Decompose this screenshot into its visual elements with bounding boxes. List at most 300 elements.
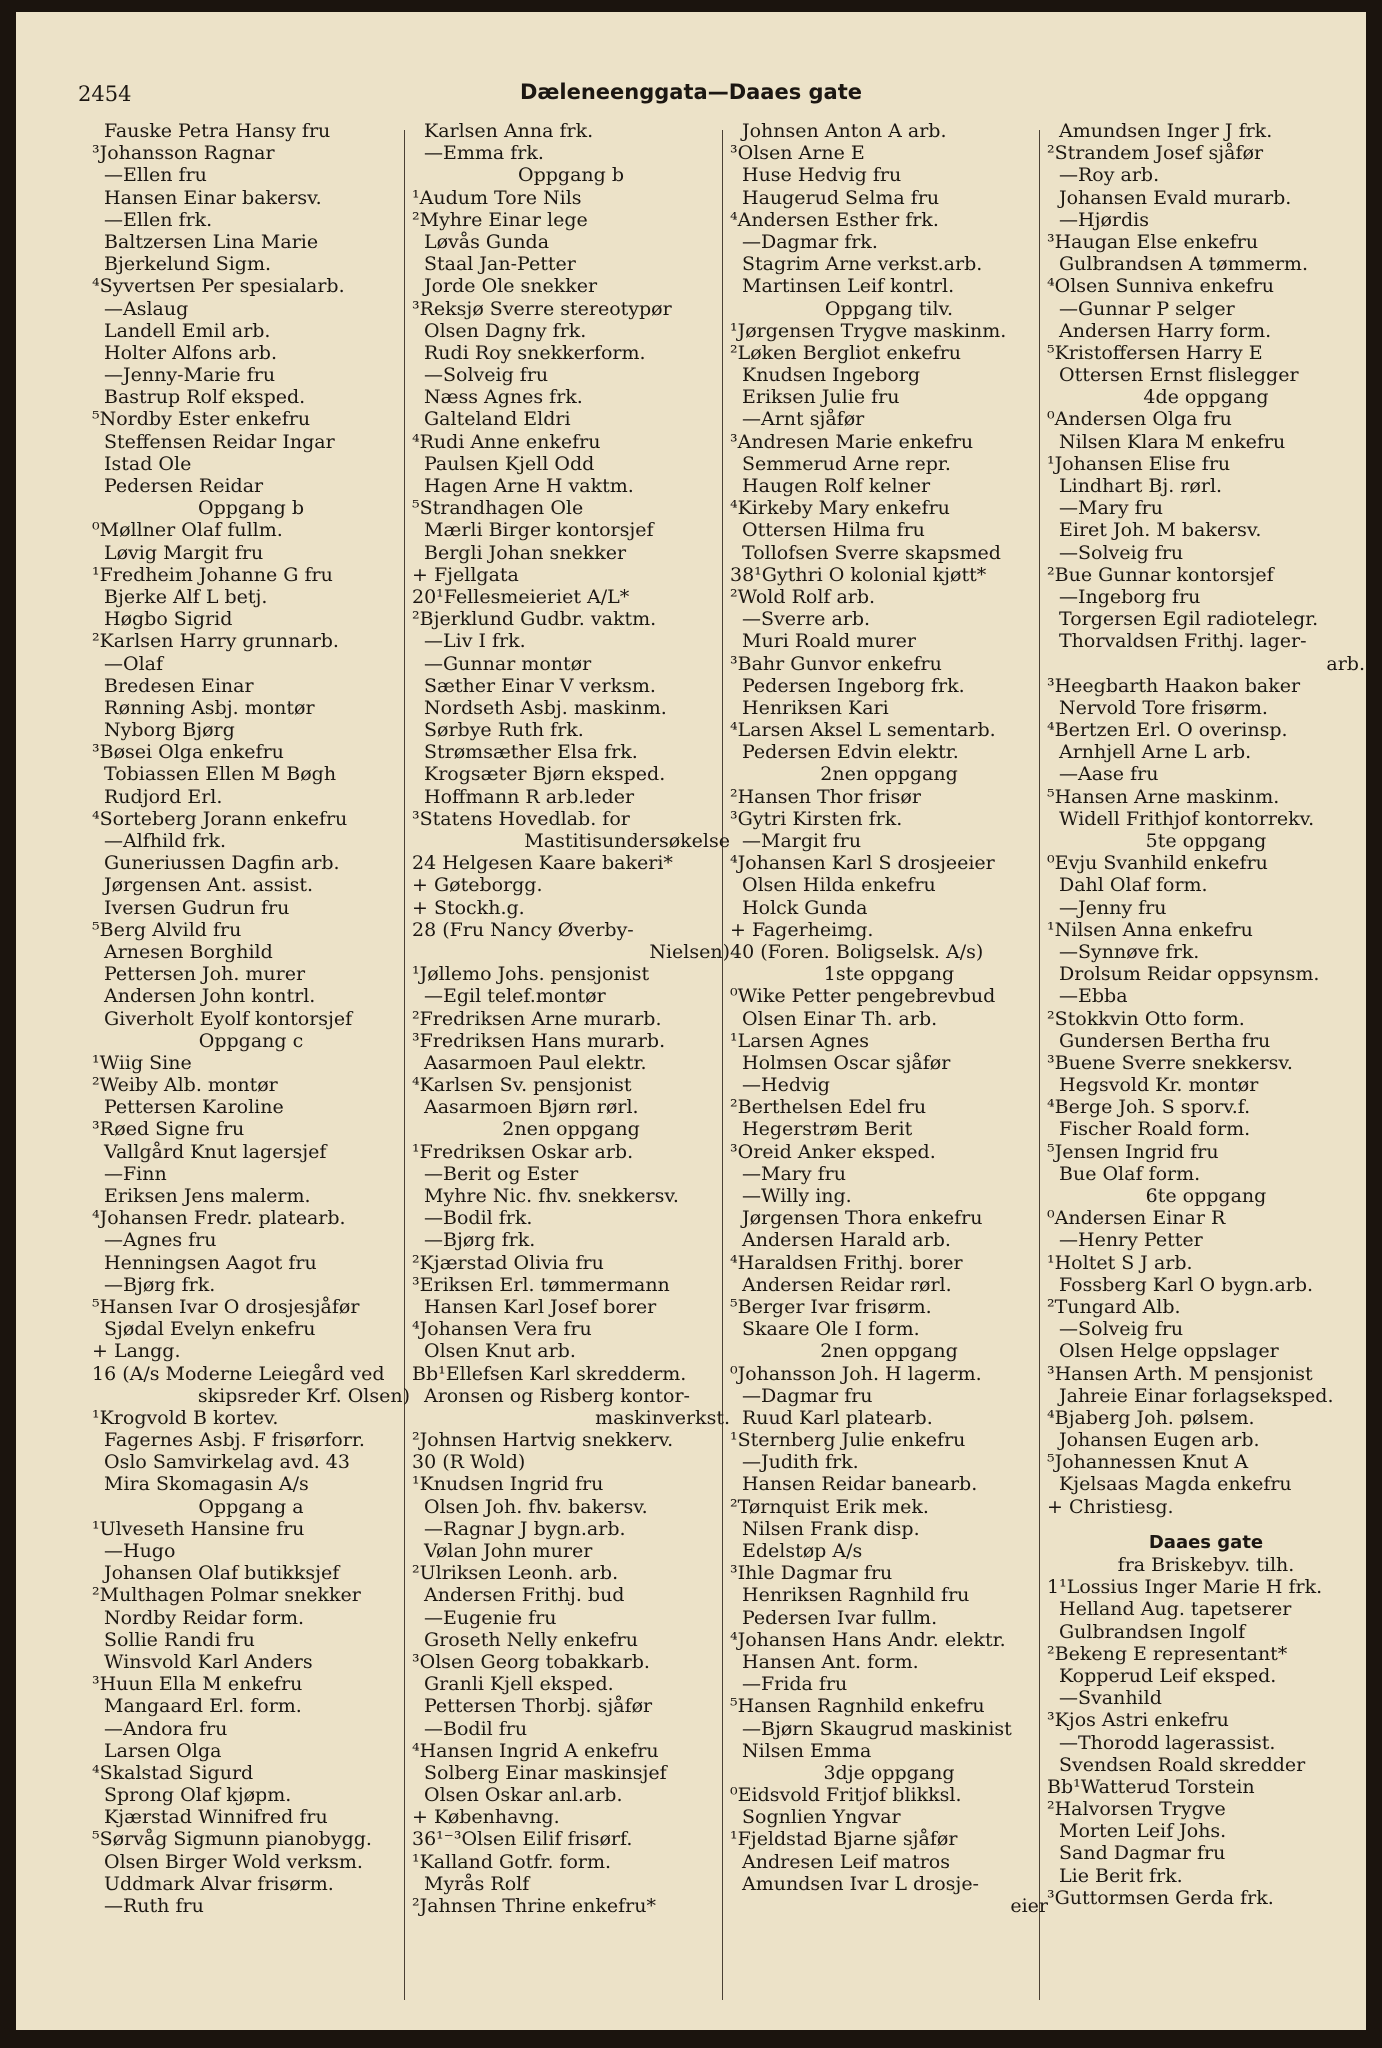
directory-entry: Groseth Nelly enkefru bbox=[424, 1628, 638, 1651]
directory-entry: Jørgensen Thora enkefru bbox=[742, 1207, 983, 1230]
section-heading: 4de oppgang bbox=[1143, 386, 1269, 409]
directory-entry: Eiret Joh. M bakersv. bbox=[1059, 519, 1262, 542]
directory-entry: Ottersen Ernst flislegger bbox=[1059, 364, 1299, 387]
directory-entry: Landell Emil arb. bbox=[104, 319, 271, 342]
directory-entry: ⁵Berger Ivar frisørm. bbox=[730, 1295, 932, 1318]
directory-entry: ³Oreid Anker eksped. bbox=[730, 1140, 936, 1163]
directory-entry: ⁴Kirkeby Mary enkefru bbox=[730, 497, 950, 520]
directory-entry: Oslo Samvirkelag avd. 43 bbox=[104, 1451, 350, 1474]
directory-entry: —Mary fru bbox=[1059, 497, 1163, 520]
directory-entry: + Stockh.g. bbox=[412, 896, 525, 919]
directory-entry: ²Berthelsen Edel fru bbox=[730, 1096, 927, 1119]
directory-entry: Svendsen Roald skredder bbox=[1059, 1753, 1306, 1776]
directory-entry: ⁴Andersen Esther frk. bbox=[730, 208, 939, 231]
directory-entry: —Mary fru bbox=[742, 1162, 846, 1185]
directory-entry: Semmerud Arne repr. bbox=[742, 452, 951, 475]
directory-entry: ¹Knudsen Ingrid fru bbox=[412, 1473, 604, 1496]
directory-entry: Edelstøp A/s bbox=[742, 1540, 863, 1562]
directory-entry: Stagrim Arne verkst.arb. bbox=[742, 253, 983, 276]
directory-entry: —Ingeborg fru bbox=[1059, 585, 1201, 608]
directory-entry: ¹Krogvold B kortev. bbox=[92, 1406, 279, 1429]
directory-entry: ⁴Hansen Ingrid A enkefru bbox=[412, 1739, 659, 1762]
directory-entry: Andersen John kontrl. bbox=[104, 985, 316, 1008]
directory-entry: Fischer Roald form. bbox=[1059, 1118, 1251, 1141]
directory-entry: —Dagmar frk. bbox=[742, 230, 878, 253]
section-heading: Oppgang a bbox=[198, 1495, 304, 1518]
directory-entry: ¹Fjeldstad Bjarne sjåfør bbox=[730, 1828, 958, 1851]
directory-entry: skipsreder Krf. Olsen) bbox=[197, 1384, 410, 1407]
directory-entry: Jørgensen Ant. assist. bbox=[104, 874, 314, 897]
column-3 bbox=[730, 120, 1048, 1917]
directory-entry: Giverholt Eyolf kontorsjef bbox=[104, 1007, 353, 1030]
directory-entry: Drolsum Reidar oppsynsm. bbox=[1059, 963, 1320, 986]
directory-entry: 40 (Foren. Boligselsk. A/s) bbox=[730, 940, 984, 963]
directory-entry: Løvås Gunda bbox=[424, 230, 550, 253]
directory-entry: Gulbrandsen Ingolf bbox=[1059, 1620, 1246, 1643]
directory-entry: ³Kjos Astri enkefru bbox=[1047, 1709, 1229, 1732]
directory-entry: ²Ulriksen Leonh. arb. bbox=[412, 1562, 619, 1585]
directory-entry: ²Kjærstad Olivia fru bbox=[412, 1251, 604, 1274]
directory-entry: Fagernes Asbj. F frisørforr. bbox=[104, 1429, 365, 1452]
directory-entry: Olsen Einar Th. arb. bbox=[742, 1007, 938, 1030]
directory-entry: Pettersen Joh. murer bbox=[104, 963, 306, 986]
section-heading: 2nen oppgang bbox=[820, 1340, 958, 1363]
directory-entry: Nilsen Frank disp. bbox=[742, 1517, 920, 1540]
directory-entry: ⁴Bjaberg Joh. pølsem. bbox=[1047, 1406, 1255, 1429]
directory-entry: Bastrup Rolf eksped. bbox=[104, 386, 306, 409]
directory-entry: Haugerud Selma fru bbox=[742, 186, 940, 209]
directory-entry: ⁴Olsen Sunniva enkefru bbox=[1047, 275, 1275, 298]
directory-entry: Amundsen Ivar L drosje- bbox=[742, 1872, 979, 1895]
section-heading: Oppgang c bbox=[198, 1029, 304, 1052]
directory-entry: Andersen Reidar rørl. bbox=[742, 1273, 952, 1296]
directory-entry: ²Wold Rolf arb. bbox=[730, 585, 876, 608]
directory-entry: Henningsen Aagot fru bbox=[104, 1251, 317, 1274]
directory-entry: Eriksen Julie fru bbox=[742, 386, 900, 409]
directory-entry: Nordseth Asbj. maskinm. bbox=[424, 696, 667, 719]
directory-entry: ³Gytri Kirsten frk. bbox=[730, 807, 903, 830]
directory-entry: ⁵Hansen Ivar O drosjesjåfør bbox=[92, 1295, 360, 1318]
directory-entry: Sæther Einar V verksm. bbox=[424, 674, 656, 697]
directory-entry: Andersen Harald arb. bbox=[742, 1229, 951, 1252]
directory-entry: Løvig Margit fru bbox=[104, 541, 264, 564]
directory-entry: ¹Audum Tore Nils bbox=[412, 186, 582, 209]
directory-entry: —Finn bbox=[104, 1162, 167, 1185]
directory-entry: ³Ihle Dagmar fru bbox=[730, 1562, 893, 1585]
directory-entry: —Bodil frk. bbox=[424, 1207, 533, 1230]
directory-entry: —Solveig fru bbox=[1059, 541, 1184, 564]
directory-entry: Martinsen Leif kontrl. bbox=[742, 275, 955, 298]
directory-entry: Pedersen Edvin elektr. bbox=[742, 741, 959, 764]
directory-entry: ⁴Johansen Hans Andr. elektr. bbox=[730, 1628, 1006, 1651]
directory-entry: ³Olsen Arne E bbox=[730, 142, 865, 165]
directory-entry: + Langg. bbox=[92, 1340, 181, 1363]
section-heading: Oppgang tilv. bbox=[824, 297, 954, 320]
directory-entry: ⁴Rudi Anne enkefru bbox=[412, 430, 601, 453]
directory-entry: Bredesen Einar bbox=[104, 674, 254, 697]
directory-entry: Vølan John murer bbox=[424, 1540, 593, 1562]
directory-entry: Mangaard Erl. form. bbox=[104, 1695, 302, 1718]
section-heading: 2nen oppgang bbox=[820, 763, 958, 786]
directory-entry: Holmsen Oscar sjåfør bbox=[742, 1051, 951, 1074]
directory-entry: Hegsvold Kr. montør bbox=[1059, 1074, 1259, 1097]
directory-entry: ⁰Evju Svanhild enkefru bbox=[1047, 852, 1268, 875]
directory-entry: Galteland Eldri bbox=[424, 408, 571, 431]
directory-entry: ⁴Berge Joh. S sporv.f. bbox=[1047, 1096, 1251, 1119]
directory-entry: Johnsen Anton A arb. bbox=[742, 120, 947, 142]
directory-entry: Hansen Reidar banearb. bbox=[742, 1473, 978, 1496]
directory-entry: —Jenny fru bbox=[1059, 896, 1167, 919]
directory-entry: ²Løken Bergliot enkefru bbox=[730, 341, 962, 364]
directory-entry: Granli Kjell eksped. bbox=[424, 1673, 614, 1696]
directory-entry: ²Bue Gunnar kontorsjef bbox=[1047, 563, 1274, 586]
directory-entry: Nielsen) bbox=[649, 940, 730, 963]
directory-entry: Pedersen Ivar fullm. bbox=[742, 1606, 938, 1629]
section-heading: Oppgang b bbox=[198, 497, 304, 520]
directory-entry: ³Statens Hovedlab. for bbox=[412, 807, 630, 830]
column-2 bbox=[412, 120, 730, 1917]
directory-entry: ³Andresen Marie enkefru bbox=[730, 430, 974, 453]
directory-entry: Sørbye Ruth frk. bbox=[424, 719, 584, 742]
directory-entry: Paulsen Kjell Odd bbox=[424, 452, 595, 475]
section-heading: 3dje oppgang bbox=[823, 1761, 955, 1784]
directory-entry: Bue Olaf form. bbox=[1059, 1162, 1201, 1185]
directory-entry: ²Hansen Thor frisør bbox=[730, 785, 921, 808]
directory-entry: Nilsen Klara M enkefru bbox=[1059, 430, 1286, 453]
directory-entry: Rudjord Erl. bbox=[104, 785, 223, 808]
directory-entry: —Aase fru bbox=[1059, 763, 1159, 786]
directory-entry: Pettersen Thorbj. sjåfør bbox=[424, 1695, 653, 1718]
directory-entry: Bjerkelund Sigm. bbox=[104, 253, 272, 276]
directory-entry: + Fagerheimg. bbox=[730, 918, 874, 941]
directory-entry: Muri Roald murer bbox=[742, 630, 916, 653]
directory-entry: ²Tungard Alb. bbox=[1047, 1295, 1181, 1318]
directory-entry: Jahreie Einar forlagseksped. bbox=[1059, 1384, 1334, 1407]
directory-entry: Høgbo Sigrid bbox=[104, 608, 233, 631]
directory-entry: ⁰Møllner Olaf fullm. bbox=[92, 519, 283, 542]
directory-entry: ²Halvorsen Trygve bbox=[1047, 1798, 1226, 1821]
directory-entry: Krogsæter Bjørn eksped. bbox=[424, 763, 666, 786]
directory-entry: ⁴Larsen Aksel L sementarb. bbox=[730, 719, 996, 742]
directory-entry: ³Røed Signe fru bbox=[92, 1118, 245, 1141]
directory-entry: Arnhjell Arne L arb. bbox=[1059, 741, 1252, 764]
directory-entry: Dahl Olaf form. bbox=[1059, 874, 1208, 897]
directory-entry: ¹Larsen Agnes bbox=[730, 1029, 870, 1052]
directory-entry: ⁴Johansen Vera fru bbox=[412, 1318, 592, 1341]
directory-entry: —Judith frk. bbox=[742, 1451, 859, 1474]
directory-entry: ⁴Skalstad Sigurd bbox=[92, 1761, 254, 1784]
directory-entry: 20¹Fellesmeieriet A/L* bbox=[412, 585, 630, 608]
directory-entry: 36¹⁻³Olsen Eilif frisørf. bbox=[412, 1828, 633, 1851]
directory-entry: Karlsen Anna frk. bbox=[424, 120, 594, 142]
directory-entry: ¹Jøllemo Johs. pensjonist bbox=[412, 963, 650, 986]
directory-entry: —Ruth fru bbox=[104, 1895, 204, 1917]
directory-entry: Johansen Evald murarb. bbox=[1059, 186, 1292, 209]
directory-entry: ⁴Haraldsen Frithj. borer bbox=[730, 1251, 963, 1274]
section-heading: 1ste oppgang bbox=[823, 963, 955, 986]
directory-entry: Myrås Rolf bbox=[424, 1872, 530, 1895]
directory-entry: Knudsen Ingeborg bbox=[742, 364, 921, 387]
directory-entry: ⁵Nordby Ester enkefru bbox=[92, 408, 311, 431]
directory-entry: —Solveig fru bbox=[424, 364, 549, 387]
directory-entry: —Ebba bbox=[1059, 985, 1128, 1008]
directory-entry: —Ellen fru bbox=[104, 164, 207, 187]
directory-entry: —Agnes fru bbox=[104, 1229, 217, 1252]
directory-entry: Andresen Leif matros bbox=[742, 1850, 950, 1873]
directory-entry: Sand Dagmar fru bbox=[1059, 1842, 1226, 1865]
directory-entry: ³Bahr Gunvor enkefru bbox=[730, 652, 942, 675]
directory-entry: + Christiesg. bbox=[1047, 1495, 1174, 1518]
directory-entry: Widell Frithjof kontorrekv. bbox=[1059, 807, 1315, 830]
directory-entry: Iversen Gudrun fru bbox=[104, 896, 290, 919]
directory-entry: Gulbrandsen A tømmerm. bbox=[1059, 253, 1308, 276]
directory-entry: Uddmark Alvar frisørm. bbox=[104, 1872, 334, 1895]
directory-entry: ³Bøsei Olga enkefru bbox=[92, 741, 284, 764]
directory-entry: ⁰Wike Petter pengebrevbud bbox=[730, 985, 996, 1008]
directory-entry: ³Fredriksen Hans murarb. bbox=[412, 1029, 666, 1052]
directory-entry: ²Bekeng E representant* bbox=[1047, 1642, 1288, 1665]
directory-entry: ⁴Johansen Karl S drosjeeier bbox=[730, 852, 995, 875]
directory-entry: —Svanhild bbox=[1059, 1687, 1162, 1710]
directory-entry: Hansen Ant. form. bbox=[742, 1650, 919, 1673]
directory-entry: Bb¹Watterud Torstein bbox=[1047, 1775, 1255, 1798]
directory-entry: ⁴Bertzen Erl. O overinsp. bbox=[1047, 719, 1288, 742]
directory-entry: eier bbox=[1010, 1895, 1048, 1917]
directory-entry: —Bjørg frk. bbox=[424, 1229, 536, 1252]
directory-entry: Ottersen Hilma fru bbox=[742, 519, 925, 542]
directory-entry: ⁵Kristoffersen Harry E bbox=[1047, 341, 1263, 364]
directory-entry: —Bodil fru bbox=[424, 1717, 528, 1740]
directory-entry: ¹Jørgensen Trygve maskinm. bbox=[730, 319, 1007, 342]
directory-entry: Hansen Karl Josef borer bbox=[424, 1295, 657, 1318]
section-heading: Oppgang b bbox=[518, 164, 624, 187]
directory-entry: Eriksen Jens malerm. bbox=[104, 1185, 311, 1207]
directory-entry: arb. bbox=[1326, 652, 1365, 675]
directory-entry: ¹Kalland Gotfr. form. bbox=[412, 1850, 612, 1873]
directory-entry: Olsen Dagny frk. bbox=[424, 319, 587, 342]
directory-entry: ⁵Strandhagen Ole bbox=[412, 497, 584, 520]
directory-entry: ¹Sternberg Julie enkefru bbox=[730, 1429, 966, 1452]
directory-entry: Sollie Randi fru bbox=[104, 1628, 255, 1651]
directory-entry: Guneriussen Dagfin arb. bbox=[104, 852, 340, 875]
page-title: Dæleneenggata—Daaes gate bbox=[519, 80, 863, 104]
directory-entry: ¹Wiig Sine bbox=[92, 1051, 192, 1074]
directory-entry: ⁴Sorteberg Jorann enkefru bbox=[92, 807, 348, 830]
page-number: 2454 bbox=[78, 82, 132, 106]
directory-entry: —Ellen frk. bbox=[104, 208, 213, 231]
directory-entry: Baltzersen Lina Marie bbox=[104, 230, 319, 253]
section-heading: 5te oppgang bbox=[1145, 830, 1267, 852]
directory-entry: Pettersen Karoline bbox=[104, 1096, 284, 1119]
directory-entry: Arnesen Borghild bbox=[104, 940, 273, 963]
directory-entry: Henriksen Ragnhild fru bbox=[742, 1584, 970, 1607]
directory-entry: Nordby Reidar form. bbox=[104, 1606, 305, 1629]
directory-entry: ⁵Sørvåg Sigmunn pianobygg. bbox=[92, 1828, 372, 1851]
directory-entry: ³Huun Ella M enkefru bbox=[92, 1673, 303, 1696]
directory-entry: —Egil telef.montør bbox=[424, 985, 606, 1008]
directory-entry: —Aslaug bbox=[104, 297, 189, 320]
directory-entry: Fossberg Karl O bygn.arb. bbox=[1059, 1273, 1314, 1296]
directory-entry: Sjødal Evelyn enkefru bbox=[104, 1318, 316, 1341]
directory-entry: ²Strandem Josef sjåfør bbox=[1047, 142, 1264, 165]
directory-entry: Lie Berit frk. bbox=[1059, 1864, 1183, 1887]
section-heading: fra Briskebyv. tilh. bbox=[1117, 1554, 1295, 1576]
directory-entry: ³Haugan Else enkefru bbox=[1047, 230, 1259, 253]
directory-entry: ⁴Johansen Fredr. platearb. bbox=[92, 1207, 346, 1230]
directory-entry: Vallgård Knut lagersjef bbox=[104, 1140, 327, 1163]
directory-entry: Holter Alfons arb. bbox=[104, 341, 277, 364]
directory-entry: —Gunnar P selger bbox=[1059, 297, 1235, 320]
directory-entry: ⁴Syvertsen Per spesialarb. bbox=[92, 275, 345, 298]
directory-entry: Bb¹Ellefsen Karl skredderm. bbox=[412, 1362, 687, 1385]
directory-entry: ⁵Berg Alvild fru bbox=[92, 918, 242, 941]
directory-entry: Huse Hedvig fru bbox=[742, 164, 902, 187]
directory-entry: Morten Leif Johs. bbox=[1059, 1820, 1227, 1843]
directory-entry: Hagen Arne H vaktm. bbox=[424, 475, 634, 497]
directory-entry: Tollofsen Sverre skapsmed bbox=[742, 541, 1001, 564]
section-heading: 6te oppgang bbox=[1145, 1185, 1267, 1207]
directory-entry: —Sverre arb. bbox=[742, 608, 871, 631]
column-1 bbox=[92, 120, 410, 1917]
directory-entry: ²Fredriksen Arne murarb. bbox=[412, 1007, 662, 1030]
directory-entry: 16 (A/s Moderne Leiegård ved bbox=[92, 1362, 385, 1385]
directory-entry: Hansen Einar bakersv. bbox=[104, 186, 322, 209]
directory-entry: Henriksen Kari bbox=[742, 696, 889, 719]
directory-entry: Olsen Birger Wold verksm. bbox=[104, 1850, 363, 1873]
directory-entry: ²Multhagen Polmar snekker bbox=[92, 1584, 361, 1607]
directory-entry: 38¹Gythri O kolonial kjøtt* bbox=[730, 563, 987, 586]
directory-entry: ³Hansen Arth. M pensjonist bbox=[1047, 1362, 1313, 1385]
directory-entry: Mærli Birger kontorsjef bbox=[424, 519, 654, 542]
directory-entry: ³Buene Sverre snekkersv. bbox=[1047, 1051, 1293, 1074]
directory-entry: Johansen Eugen arb. bbox=[1059, 1429, 1260, 1452]
directory-entry: ²Jahnsen Thrine enkefru* bbox=[412, 1895, 656, 1917]
directory-entry: ²Weiby Alb. montør bbox=[92, 1074, 278, 1097]
directory-entry: Lindhart Bj. rørl. bbox=[1059, 475, 1223, 497]
directory-entry: —Andora fru bbox=[104, 1717, 228, 1740]
directory-entry: Fauske Petra Hansy fru bbox=[104, 120, 331, 142]
directory-entry: —Solveig fru bbox=[1059, 1318, 1184, 1341]
directory-entry: Johansen Olaf butikksjef bbox=[104, 1562, 340, 1585]
section-heading: Daaes gate bbox=[1148, 1531, 1264, 1553]
directory-entry: ³Heegbarth Haakon baker bbox=[1047, 674, 1301, 697]
directory-entry: 30 (R Wold) bbox=[412, 1451, 526, 1474]
directory-entry: Ruud Karl platearb. bbox=[742, 1406, 933, 1429]
directory-entry: —Alfhild frk. bbox=[104, 830, 227, 852]
directory-entry: —Willy ing. bbox=[742, 1185, 852, 1207]
directory-entry: —Frida fru bbox=[742, 1673, 848, 1696]
directory-entry: ³Olsen Georg tobakkarb. bbox=[412, 1650, 650, 1673]
directory-entry: —Emma frk. bbox=[424, 142, 544, 165]
directory-entry: ²Karlsen Harry grunnarb. bbox=[92, 630, 339, 653]
directory-entry: Jorde Ole snekker bbox=[424, 275, 598, 298]
directory-entry: Olsen Hilda enkefru bbox=[742, 874, 936, 897]
directory-entry: ³Eriksen Erl. tømmermann bbox=[412, 1273, 670, 1296]
directory-entry: Amundsen Inger J frk. bbox=[1059, 120, 1273, 142]
directory-entry: Sprong Olaf kjøpm. bbox=[104, 1784, 292, 1807]
directory-entry: Nilsen Emma bbox=[742, 1739, 872, 1762]
directory-entry: —Bjørg frk. bbox=[104, 1273, 216, 1296]
directory-entry: Kopperud Leif eksped. bbox=[1059, 1664, 1277, 1687]
directory-page bbox=[16, 12, 1366, 2030]
directory-entry: Solberg Einar maskinsjef bbox=[424, 1761, 667, 1784]
directory-entry: Pedersen Ingeborg frk. bbox=[742, 674, 965, 697]
directory-entry: Gundersen Bertha fru bbox=[1059, 1029, 1271, 1052]
column-4 bbox=[1047, 120, 1365, 1909]
directory-entry: + Københavng. bbox=[412, 1806, 560, 1829]
directory-entry: Bjerke Alf L betj. bbox=[104, 585, 268, 608]
directory-entry: —Liv I frk. bbox=[424, 630, 526, 653]
directory-entry: Mira Skomagasin A/s bbox=[104, 1473, 309, 1496]
directory-entry: Andersen Frithj. bud bbox=[424, 1584, 625, 1607]
directory-entry: ⁰Eidsvold Fritjof blikksl. bbox=[730, 1784, 962, 1807]
directory-entry: Istad Ole bbox=[104, 452, 192, 475]
directory-entry: ⁴Karlsen Sv. pensjonist bbox=[412, 1074, 632, 1097]
directory-entry: —Eugenie fru bbox=[424, 1606, 557, 1629]
directory-entry: ¹Johansen Elise fru bbox=[1047, 452, 1231, 475]
directory-entry: Helland Aug. tapetserer bbox=[1059, 1598, 1292, 1621]
directory-entry: Rønning Asbj. montør bbox=[104, 696, 315, 719]
directory-entry: —Henry Petter bbox=[1059, 1229, 1203, 1252]
directory-entry: ⁵Jensen Ingrid fru bbox=[1047, 1140, 1219, 1163]
directory-entry: Sognlien Yngvar bbox=[742, 1806, 901, 1829]
directory-entry: ⁵Hansen Arne maskinm. bbox=[1047, 785, 1280, 808]
directory-entry: Nyborg Bjørg bbox=[104, 719, 235, 742]
directory-entry: ¹Fredheim Johanne G fru bbox=[92, 563, 333, 586]
directory-entry: ²Tørnquist Erik mek. bbox=[730, 1495, 929, 1518]
directory-entry: Myhre Nic. fhv. snekkersv. bbox=[424, 1185, 679, 1207]
directory-entry: Olsen Joh. fhv. bakersv. bbox=[424, 1495, 648, 1518]
directory-entry: ⁰Johansson Joh. H lagerm. bbox=[730, 1362, 982, 1385]
directory-entry: ³Guttormsen Gerda frk. bbox=[1047, 1886, 1274, 1909]
directory-entry: 24 Helgesen Kaare bakeri* bbox=[412, 852, 673, 875]
directory-entry: Nervold Tore frisørm. bbox=[1059, 696, 1268, 719]
directory-entry: Rudi Roy snekkerform. bbox=[424, 341, 646, 364]
directory-entry: —Hjørdis bbox=[1059, 208, 1149, 231]
directory-entry: ²Myhre Einar lege bbox=[412, 208, 588, 231]
directory-entry: —Berit og Ester bbox=[424, 1162, 579, 1185]
directory-entry: ¹Ulveseth Hansine fru bbox=[92, 1517, 305, 1540]
directory-entry: Andersen Harry form. bbox=[1059, 319, 1272, 342]
directory-entry: —Thorodd lagerassist. bbox=[1059, 1731, 1276, 1754]
directory-entry: ²Stokkvin Otto form. bbox=[1047, 1007, 1245, 1030]
directory-entry: Tobiassen Ellen M Bøgh bbox=[104, 763, 337, 786]
directory-entry: ⁵Johannessen Knut A bbox=[1047, 1451, 1249, 1474]
directory-entry: Næss Agnes frk. bbox=[424, 386, 583, 409]
directory-entry: ¹Nilsen Anna enkefru bbox=[1047, 918, 1253, 941]
directory-entry: Pedersen Reidar bbox=[104, 475, 264, 497]
directory-entry: —Hedvig bbox=[742, 1074, 830, 1097]
directory-entry: maskinverkst. bbox=[595, 1406, 730, 1429]
directory-entry: ⁰Andersen Einar R bbox=[1047, 1207, 1226, 1230]
page-header bbox=[16, 80, 1366, 112]
directory-entry: Aronsen og Risberg kontor- bbox=[424, 1384, 690, 1407]
directory-entry: ⁵Hansen Ragnhild enkefru bbox=[730, 1695, 985, 1718]
directory-entry: Olsen Knut arb. bbox=[424, 1340, 576, 1363]
directory-entry: ³Reksjø Sverre stereotypør bbox=[412, 297, 672, 320]
directory-entry: Larsen Olga bbox=[104, 1739, 222, 1762]
directory-entry: Winsvold Karl Anders bbox=[104, 1650, 313, 1673]
directory-entry: Kjærstad Winnifred fru bbox=[104, 1806, 328, 1829]
directory-entry: ³Johansson Ragnar bbox=[92, 142, 275, 165]
directory-entry: 1¹Lossius Inger Marie H frk. bbox=[1047, 1576, 1323, 1599]
directory-entry: + Fjellgata bbox=[412, 563, 519, 586]
directory-entry: Torgersen Egil radiotelegr. bbox=[1059, 608, 1319, 631]
directory-entry: ¹Holtet S J arb. bbox=[1047, 1251, 1193, 1274]
directory-entry: —Ragnar J bygn.arb. bbox=[424, 1517, 626, 1540]
directory-entry: Bergli Johan snekker bbox=[424, 541, 627, 564]
directory-entry: Skaare Ole I form. bbox=[742, 1318, 920, 1341]
